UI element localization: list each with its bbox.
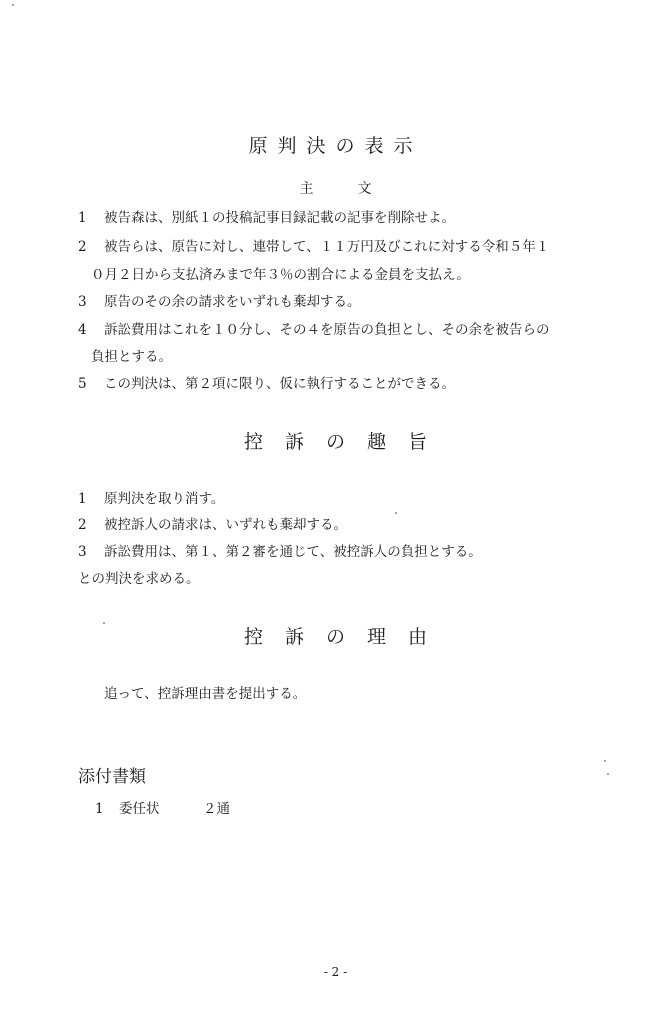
main-item-4 bbox=[78, 318, 550, 338]
main-item-1 bbox=[78, 206, 455, 226]
main-item-3 bbox=[78, 290, 361, 310]
page-number: - 2 - bbox=[323, 965, 348, 979]
reason-text: 追って、控訴理由書を提出する。 bbox=[104, 686, 307, 702]
scan-speck bbox=[607, 773, 609, 775]
item-text: 原判決を取り消す。 bbox=[104, 491, 225, 507]
main-item-2 bbox=[78, 235, 549, 255]
item-number: 1 bbox=[78, 210, 87, 226]
item-text: 負担とする。 bbox=[91, 349, 172, 365]
item-number: 5 bbox=[78, 376, 87, 392]
item-text: この判決は、第２項に限り、仮に執行することができる。 bbox=[104, 376, 455, 392]
item-text: 訴訟費用は、第１、第２審を通じて、被控訴人の負担とする。 bbox=[104, 544, 482, 560]
scan-speck bbox=[604, 760, 606, 762]
item-text: 被控訴人の請求は、いずれも棄却する。 bbox=[104, 517, 347, 533]
scan-speck bbox=[103, 622, 105, 624]
item-number: 3 bbox=[78, 294, 87, 310]
item-text: ０月２日から支払済みまで年３％の割合による金員を支払え。 bbox=[91, 267, 470, 283]
attachment-name: 委任状 bbox=[119, 801, 160, 817]
item-text: 原告のその余の請求をいずれも棄却する。 bbox=[104, 294, 361, 310]
item-text: 訴訟費用はこれを１０分し、その４を原告の負担とし、その余を被告らの bbox=[104, 322, 550, 338]
item-number: 3 bbox=[78, 544, 87, 560]
item-text: 被告森は、別紙１の投稿記事目録記載の記事を削除せよ。 bbox=[104, 210, 455, 226]
item-number: 1 bbox=[95, 801, 104, 817]
item-number: 4 bbox=[78, 322, 87, 338]
appeal-item-3 bbox=[78, 540, 482, 560]
heading-original-judgment: 原判決の表示 bbox=[248, 135, 423, 157]
heading-appeal-purpose: 控訴の趣旨 bbox=[243, 431, 449, 453]
subheading-main-text: 主文 bbox=[299, 181, 416, 197]
scan-speck bbox=[12, 4, 14, 6]
appeal-item-2 bbox=[78, 513, 347, 533]
main-item-4-cont bbox=[91, 345, 172, 365]
item-number: 2 bbox=[78, 239, 87, 255]
heading-appeal-reason: 控訴の理由 bbox=[243, 626, 449, 648]
appeal-item-1 bbox=[78, 487, 224, 507]
attachment-count: ２通 bbox=[203, 801, 230, 817]
item-number: 1 bbox=[78, 491, 87, 507]
attachments-label: 添付書類 bbox=[78, 767, 146, 787]
item-text: 被告らは、原告に対し、連帯して、１１万円及びこれに対する令和５年１ bbox=[104, 239, 550, 255]
item-number: 2 bbox=[78, 517, 87, 533]
main-item-2-cont bbox=[91, 263, 470, 283]
attachment-item bbox=[95, 797, 230, 817]
appeal-closing: との判決を求める。 bbox=[78, 571, 200, 587]
scan-speck bbox=[395, 512, 397, 514]
main-item-5 bbox=[78, 372, 455, 392]
